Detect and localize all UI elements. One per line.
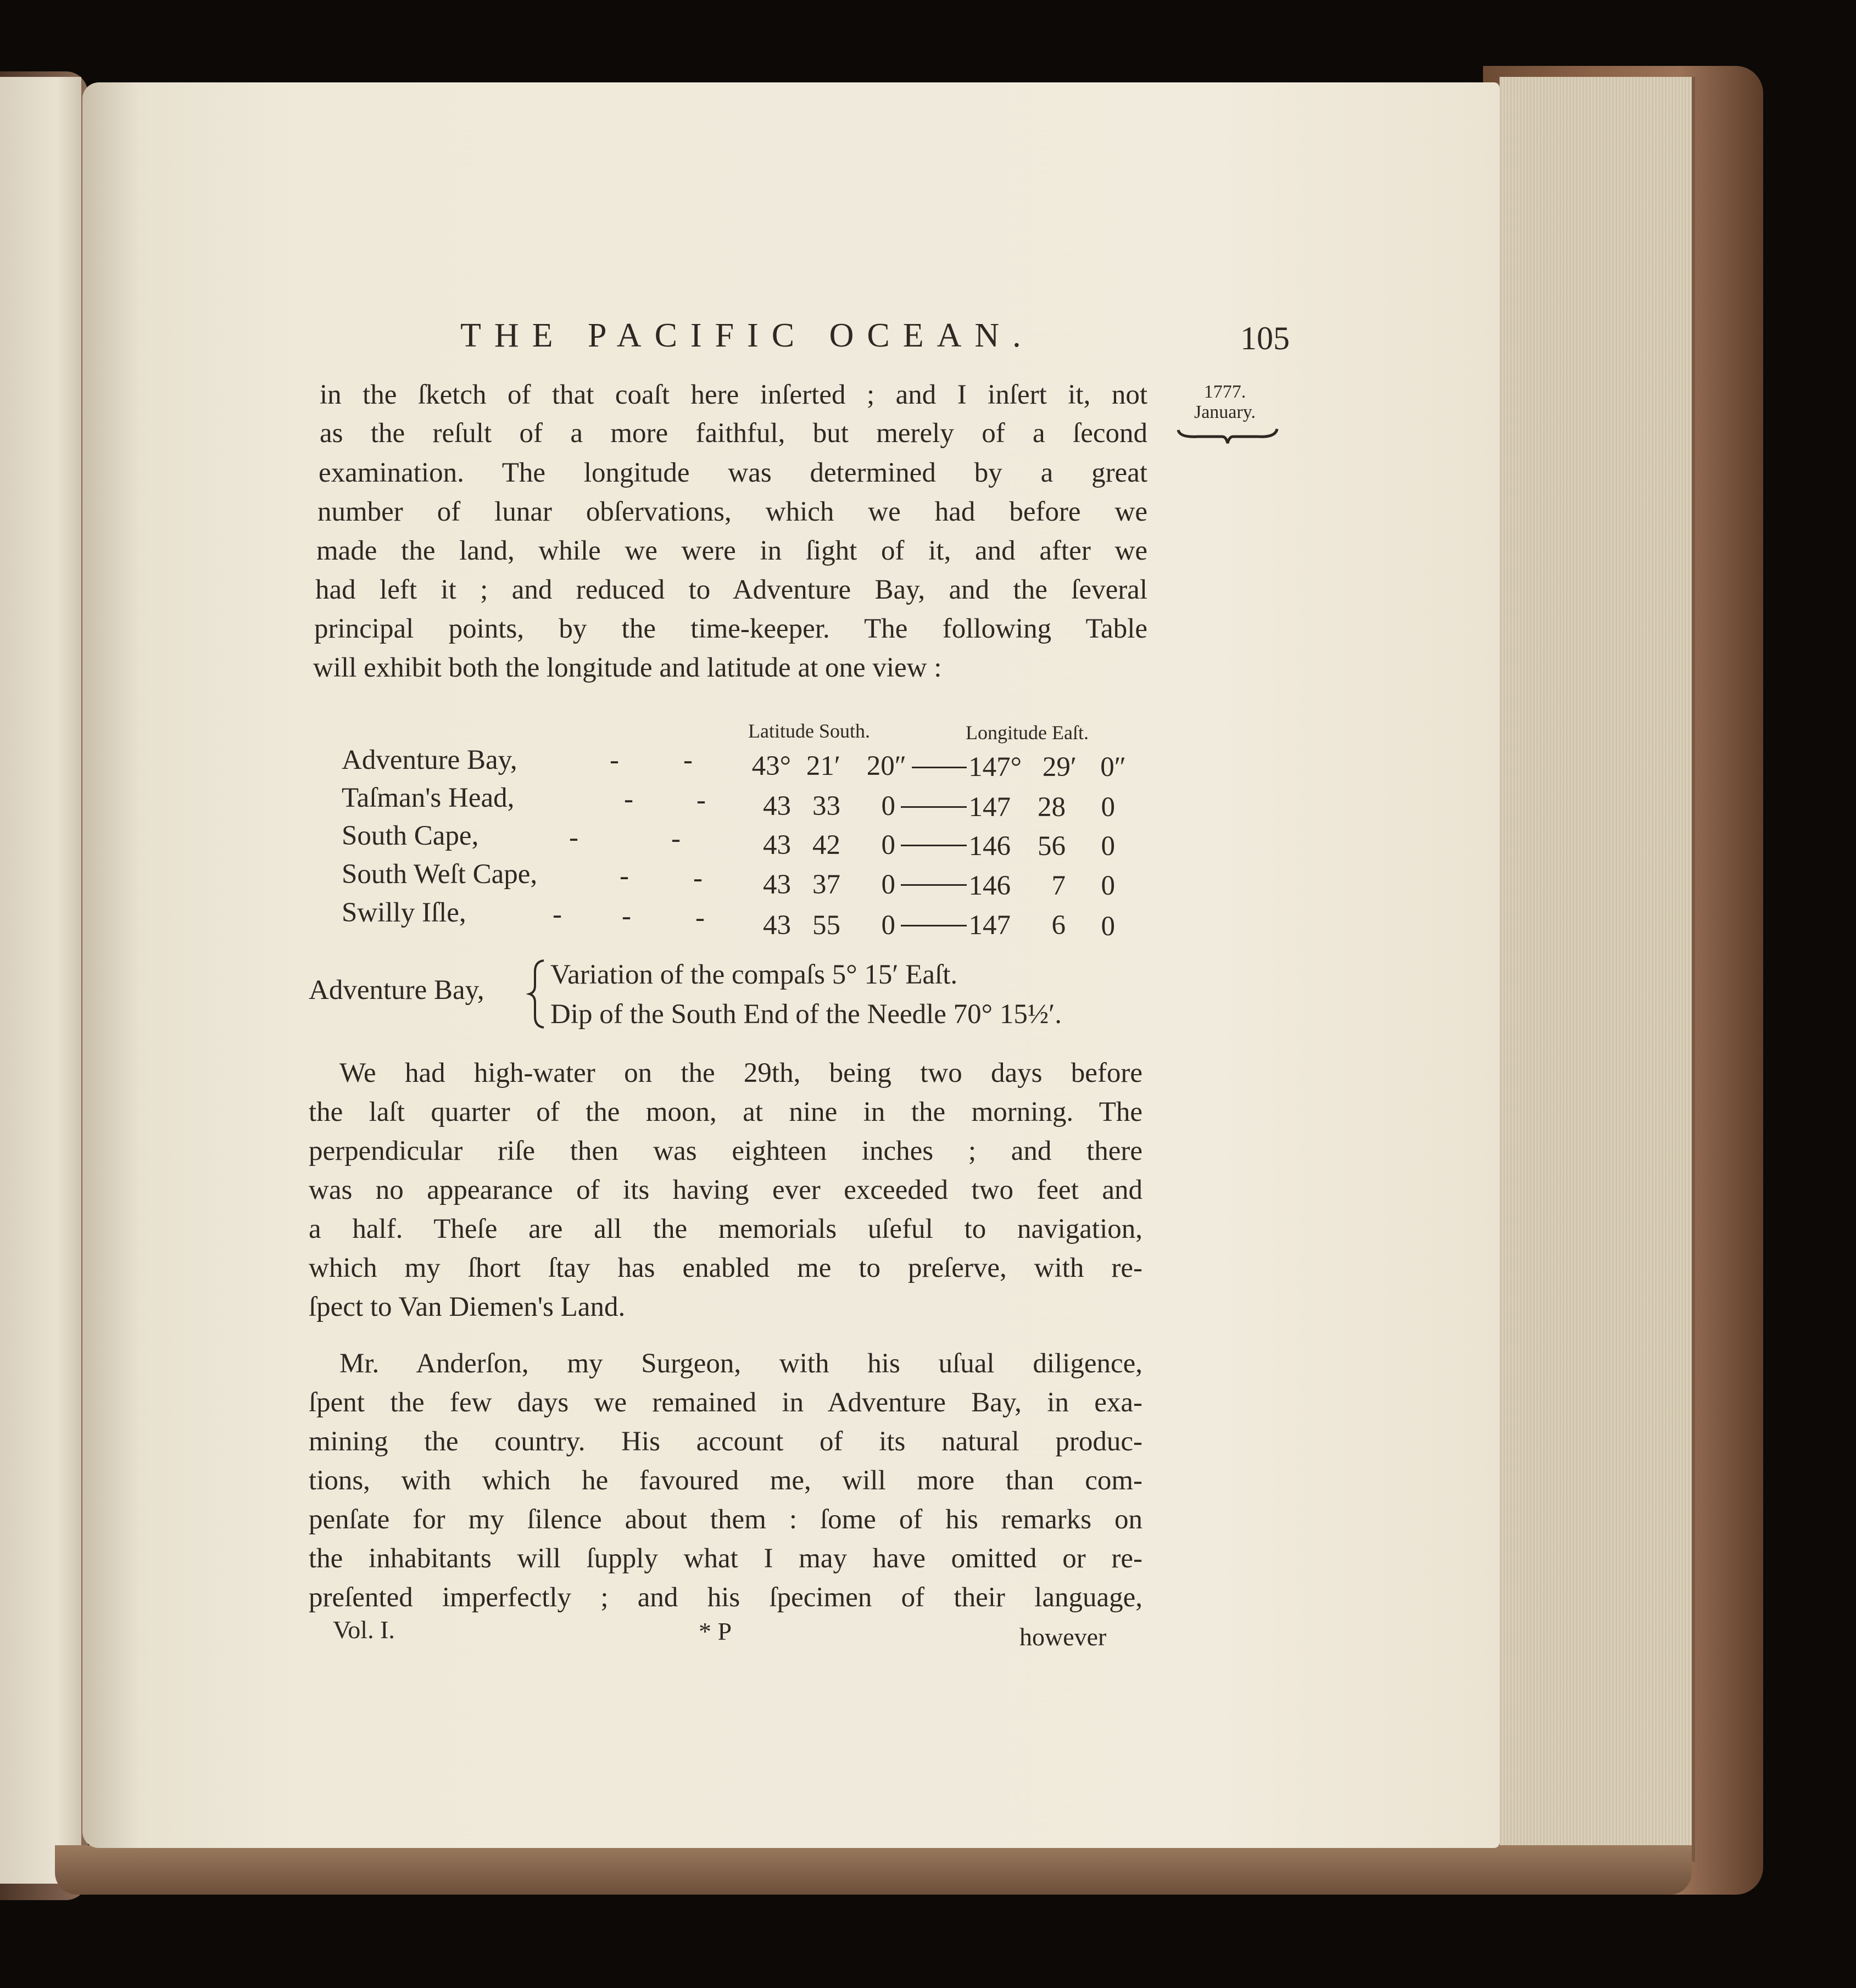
table-dash: -	[622, 901, 631, 931]
table-dash: -	[610, 745, 619, 775]
longitude-seconds: 0	[1101, 831, 1115, 862]
latitude-minutes: 42	[812, 830, 840, 861]
text-line: as the reſult of a more faithful, but merely of a ſecond	[320, 418, 1147, 449]
table-dash: -	[624, 784, 633, 814]
latitude-minutes: 37	[812, 869, 840, 900]
longitude-seconds: 0	[1101, 792, 1115, 823]
text-line: the inhabitants will ſupply what I may have omitted or re-	[309, 1543, 1142, 1574]
latitude-seconds: 0	[881, 869, 895, 900]
variation-line-2: Dip of the South End of the Needle 70° 15½′.	[550, 999, 1062, 1030]
table-dash: -	[695, 902, 705, 933]
running-title: THE PACIFIC OCEAN.	[460, 317, 1034, 354]
fore-edge-pages	[1500, 77, 1695, 1862]
catchword: however	[1019, 1623, 1107, 1651]
table-dash: -	[696, 785, 706, 816]
longitude-degrees: 146	[968, 870, 1011, 901]
text-line: a half. Theſe are all the memorials uſeful to navigation,	[309, 1214, 1142, 1244]
text-line: ſpect to Van Diemen's Land.	[309, 1292, 626, 1322]
longitude-degrees: 147	[968, 792, 1011, 823]
longitude-degrees: 147	[968, 910, 1011, 941]
latitude-degrees: 43	[763, 830, 791, 861]
margin-note-year: 1777.	[1203, 382, 1246, 402]
text-line: the laſt quarter of the moon, at nine in the morning. The	[309, 1097, 1142, 1127]
latitude-degrees: 43	[763, 791, 791, 822]
table-place: Swilly Iſle,	[342, 897, 466, 928]
signature-mark: * P	[699, 1617, 732, 1645]
text-line: mining the country. His account of its natural produc-	[309, 1426, 1142, 1457]
longitude-minutes: 29′	[1042, 752, 1077, 783]
text-line: made the land, while we were in ſight of it, and after we	[316, 535, 1147, 566]
left-page-edge	[0, 77, 81, 1884]
table-place: South Weſt Cape,	[342, 859, 538, 890]
table-dash: -	[671, 823, 681, 854]
volume-number: Vol. I.	[333, 1616, 395, 1644]
table-dash: -	[683, 745, 693, 775]
text-line: preſented imperfectly ; and his ſpecimen of their language,	[309, 1582, 1142, 1613]
text-line: examination. The longitude was determined by a great	[319, 457, 1147, 488]
latitude-degrees: 43	[763, 910, 791, 941]
variation-line-1: Variation of the compaſs 5° 15′ Eaſt.	[550, 959, 958, 990]
table-dash: -	[569, 822, 578, 853]
longitude-degrees: 147°	[968, 752, 1022, 783]
latitude-seconds: 20″	[866, 751, 906, 781]
bottom-book-cover	[55, 1845, 1692, 1895]
latitude-seconds: 0	[881, 910, 895, 941]
latitude-minutes: 21′	[806, 751, 840, 781]
text-line: which my ſhort ſtay has enabled me to preſerve, with re-	[309, 1253, 1142, 1283]
longitude-minutes: 7	[1051, 870, 1066, 901]
longitude-seconds: 0″	[1100, 752, 1126, 783]
text-line: tions, with which he favoured me, will more than com-	[309, 1465, 1142, 1496]
table-place: Taſman's Head,	[342, 783, 515, 813]
table-dash: -	[553, 899, 562, 930]
longitude-degrees: 146	[968, 831, 1011, 862]
text-line: penſate for my ſilence about them : ſome of his remarks on	[309, 1504, 1142, 1535]
longitude-minutes: 56	[1038, 831, 1066, 862]
latitude-degrees: 43	[763, 869, 791, 900]
text-line: in the ſketch of that coaſt here inſerted ; and I inſert it, not	[320, 379, 1147, 410]
text-line: principal points, by the time-keeper. The following Table	[314, 613, 1147, 644]
latitude-seconds: 0	[881, 791, 895, 822]
text-line: We had high-water on the 29th, being two days before	[339, 1058, 1142, 1088]
longitude-seconds: 0	[1101, 870, 1115, 901]
text-line: had left it ; and reduced to Adventure Bay, and the ſeveral	[315, 574, 1147, 605]
table-place: Adventure Bay,	[342, 745, 517, 775]
text-line: will exhibit both the longitude and latitude at one view :	[313, 652, 942, 683]
text-line: Mr. Anderſon, my Surgeon, with his uſual diligence,	[339, 1348, 1142, 1379]
page-number: 105	[1240, 320, 1290, 356]
latitude-minutes: 55	[812, 910, 840, 941]
text-line: ſpent the few days we remained in Adventure Bay, in exa-	[309, 1387, 1142, 1418]
text-line: number of lunar obſervations, which we had before we	[317, 496, 1147, 527]
text-line: was no appearance of its having ever exceeded two feet and	[309, 1175, 1142, 1205]
table-place: South Cape,	[342, 820, 479, 851]
longitude-minutes: 6	[1051, 910, 1066, 941]
text-line: perpendicular riſe then was eighteen inches ; and there	[309, 1136, 1142, 1166]
latitude-minutes: 33	[812, 791, 840, 822]
latitude-degrees: 43°	[751, 751, 791, 781]
margin-brace-icon	[1175, 426, 1280, 448]
table-header-longitude: Longitude Eaſt.	[966, 722, 1089, 744]
margin-note	[1181, 382, 1269, 423]
longitude-seconds: 0	[1101, 911, 1115, 942]
margin-note-month: January.	[1194, 402, 1256, 423]
curly-brace-icon	[526, 958, 548, 1030]
variation-place: Adventure Bay,	[309, 975, 484, 1006]
longitude-minutes: 28	[1038, 792, 1066, 823]
latitude-seconds: 0	[881, 830, 895, 861]
table-dash: -	[620, 861, 629, 891]
table-dash: -	[693, 863, 703, 894]
table-header-latitude: Latitude South.	[748, 720, 870, 742]
